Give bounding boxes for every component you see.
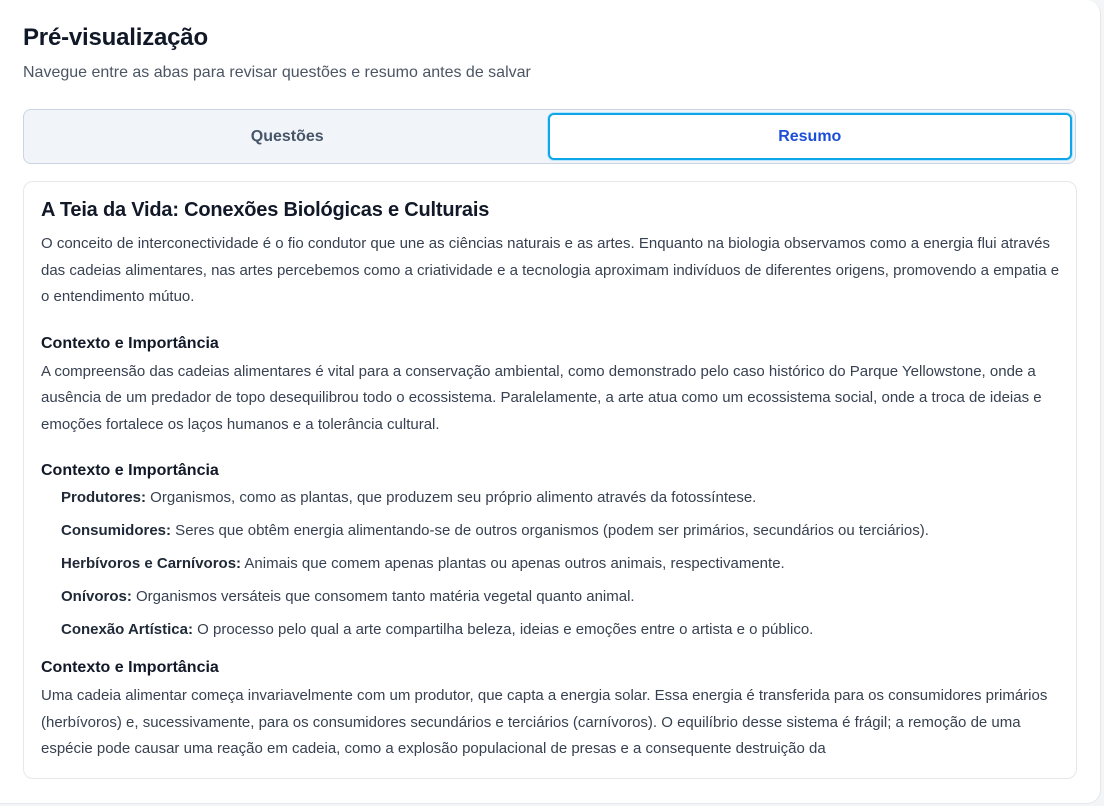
section-heading: Contexto e Importância xyxy=(41,334,219,352)
list-item xyxy=(61,519,1060,542)
summary-title: A Teia da Vida: Conexões Biológicas e Culturais xyxy=(41,199,490,221)
list-item-term: Conexão Artística: xyxy=(61,621,193,638)
tab-bar xyxy=(23,109,1076,164)
list-item-term: Herbívoros e Carnívoros: xyxy=(61,555,242,572)
section-text: Uma cadeia alimentar começa invariavelmente com um produtor, que capta a energia solar. Essa energia é transferida para os consumidores primários (herbívoros) e, sucessivamente, para os consumidores secundários e terciários (carnívoros). O equilíbrio desse sistema é frágil; a remoção de uma espécie pode causar uma reação em cadeia, como a explosão populacional de presas e a consequente destruição da xyxy=(41,687,1048,757)
concept-list xyxy=(41,486,1060,641)
list-item-desc: Organismos versáteis que consomem tanto matéria vegetal quanto animal. xyxy=(131,588,635,605)
list-item xyxy=(61,585,1060,608)
tab-resumo[interactable]: Resumo xyxy=(548,113,1073,160)
list-item-desc: Organismos, como as plantas, que produzem seu próprio alimento através da fotossíntese. xyxy=(146,489,757,506)
section-text: A compreensão das cadeias alimentares é vital para a conservação ambiental, como demonstrado pelo caso histórico do Parque Yellowstone, onde a ausência de um predador de topo desequilibrou todo o ecossistema. Paralelamente, a arte atua como um ecossistema social, onde a troca de ideias e emoções fortalece os laços humanos e a tolerância cultural. xyxy=(41,362,1042,433)
list-item xyxy=(61,486,1060,509)
summary-intro: O conceito de interconectividade é o fio condutor que une as ciências naturais e as artes. Enquanto na biologia observamos como a energia flui através das cadeias alimentares, nas artes percebemos como a criatividade e a tecnologia aproximam indivíduos de diferentes origens, promovendo a empatia e o entendimento mútuo. xyxy=(41,235,1060,305)
list-item-desc: Seres que obtêm energia alimentando-se de outros organismos (podem ser primários, secundários ou terciários). xyxy=(171,522,929,539)
list-item-term: Consumidores: xyxy=(61,522,172,539)
list-item-term: Produtores: xyxy=(61,489,147,506)
section-heading: Contexto e Importância xyxy=(41,659,219,676)
page-title: Pré-visualização xyxy=(23,24,208,51)
list-item xyxy=(61,552,1060,575)
summary-content xyxy=(23,181,1077,779)
list-item xyxy=(61,618,1060,641)
tab-questoes[interactable]: Questões xyxy=(250,127,324,145)
list-item-desc: O processo pelo qual a arte compartilha beleza, ideias e emoções entre o artista e o público. xyxy=(192,621,814,638)
list-item-term: Onívoros: xyxy=(61,588,132,605)
list-item-desc: Animais que comem apenas plantas ou apenas outros animais, respectivamente. xyxy=(241,555,785,572)
page-subtitle: Navegue entre as abas para revisar questões e resumo antes de salvar xyxy=(23,64,531,81)
section-heading: Contexto e Importância xyxy=(41,462,219,479)
